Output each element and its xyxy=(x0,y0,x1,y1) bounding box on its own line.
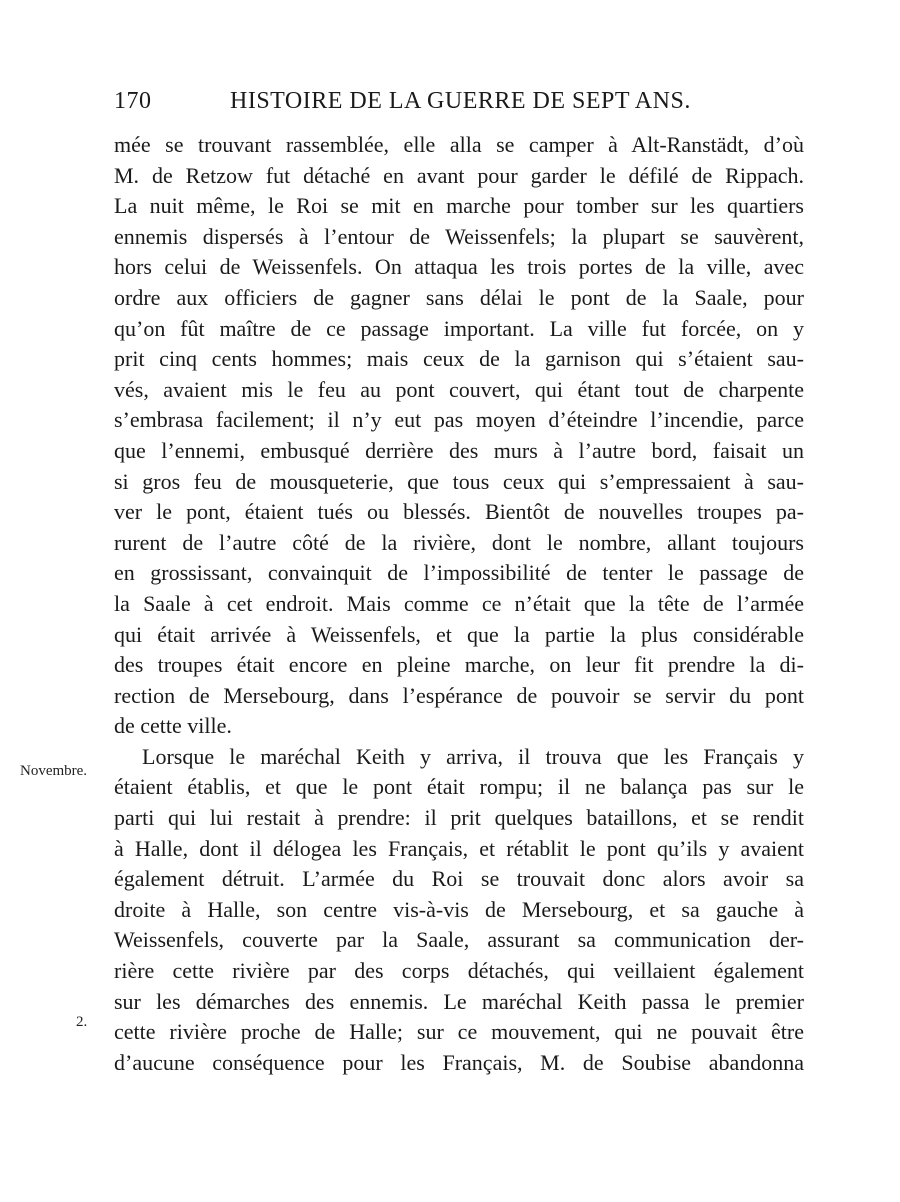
margin-note-day: 2. xyxy=(76,1014,88,1030)
text-line: sur les démarches des ennemis. Le maréchal Keith passa le premier xyxy=(114,988,804,1014)
text-line: droite à Halle, son centre vis-à-vis de Mersebourg, et sa gauche à xyxy=(114,896,804,922)
text-line: qui était arrivée à Weissenfels, et que la partie la plus considérable xyxy=(114,621,804,647)
text-line: cette rivière proche de Halle; sur ce mouvement, qui ne pouvait être xyxy=(114,1019,804,1045)
text-line: à Halle, dont il délogea les Français, et rétablit le pont qu’ils y avaient xyxy=(114,835,804,861)
text-line: rection de Mersebourg, dans l’espérance de pouvoir se servir du pont xyxy=(114,682,804,708)
margin-note-month: Novembre. xyxy=(20,763,88,779)
text-line: que l’ennemi, embusqué derrière des murs à l’autre bord, faisait un xyxy=(114,437,804,463)
text-line: Weissenfels, couverte par la Saale, assurant sa communication der- xyxy=(114,927,804,953)
text-line: M. de Retzow fut détaché en avant pour garder le défilé de Rippach. xyxy=(114,162,804,188)
text-line: parti qui lui restait à prendre: il prit quelques bataillons, et se rendit xyxy=(114,805,804,831)
text-line: ennemis dispersés à l’entour de Weissenfels; la plupart se sauvèrent, xyxy=(114,223,804,249)
text-line: s’embrasa facilement; il n’y eut pas moyen d’éteindre l’incendie, parce xyxy=(114,407,804,433)
text-line: La nuit même, le Roi se mit en marche pour tomber sur les quartiers xyxy=(114,193,804,219)
text-line: rière cette rivière par des corps détachés, qui veillaient également xyxy=(114,958,804,984)
text-line: d’aucune conséquence pour les Français, M. de Soubise abandonna xyxy=(114,1049,804,1075)
text-line: qu’on fût maître de ce passage important. La ville fut forcée, on y xyxy=(114,315,804,341)
text-line: également détruit. L’armée du Roi se trouvait donc alors avoir sa xyxy=(114,866,804,892)
text-line: rurent de l’autre côté de la rivière, dont le nombre, allant toujours xyxy=(114,529,804,555)
text-line: mée se trouvant rassemblée, elle alla se camper à Alt-Ranstädt, d’où xyxy=(114,132,804,157)
running-title: HISTOIRE DE LA GUERRE DE SEPT ANS. xyxy=(230,88,691,114)
running-head xyxy=(114,88,714,122)
text-line: étaient établis, et que le pont était rompu; il ne balança pas sur le xyxy=(114,774,804,800)
text-line: prit cinq cents hommes; mais ceux de la garnison qui s’étaient sau- xyxy=(114,346,804,372)
text-line: si gros feu de mousqueterie, que tous ceux qui s’empressaient à sau- xyxy=(114,468,804,494)
text-line: en grossissant, convainquit de l’impossibilité de tenter le passage de xyxy=(114,560,804,586)
text-line: de cette ville. xyxy=(114,713,232,739)
text-line: Lorsque le maréchal Keith y arriva, il trouva que les Français y xyxy=(142,743,804,769)
page-number: 170 xyxy=(114,88,152,114)
text-line: vés, avaient mis le feu au pont couvert, qui étant tout de charpente xyxy=(114,376,804,402)
text-line: ver le pont, étaient tués ou blessés. Bientôt de nouvelles troupes pa- xyxy=(114,499,804,525)
body-text xyxy=(114,130,804,1078)
text-line: hors celui de Weissenfels. On attaqua les trois portes de la ville, avec xyxy=(114,254,804,280)
text-line: des troupes était encore en pleine marche, on leur fit prendre la di- xyxy=(114,652,804,678)
text-line: ordre aux officiers de gagner sans délai le pont de la Saale, pour xyxy=(114,284,804,310)
text-line: la Saale à cet endroit. Mais comme ce n’était que la tête de l’armée xyxy=(114,590,804,616)
